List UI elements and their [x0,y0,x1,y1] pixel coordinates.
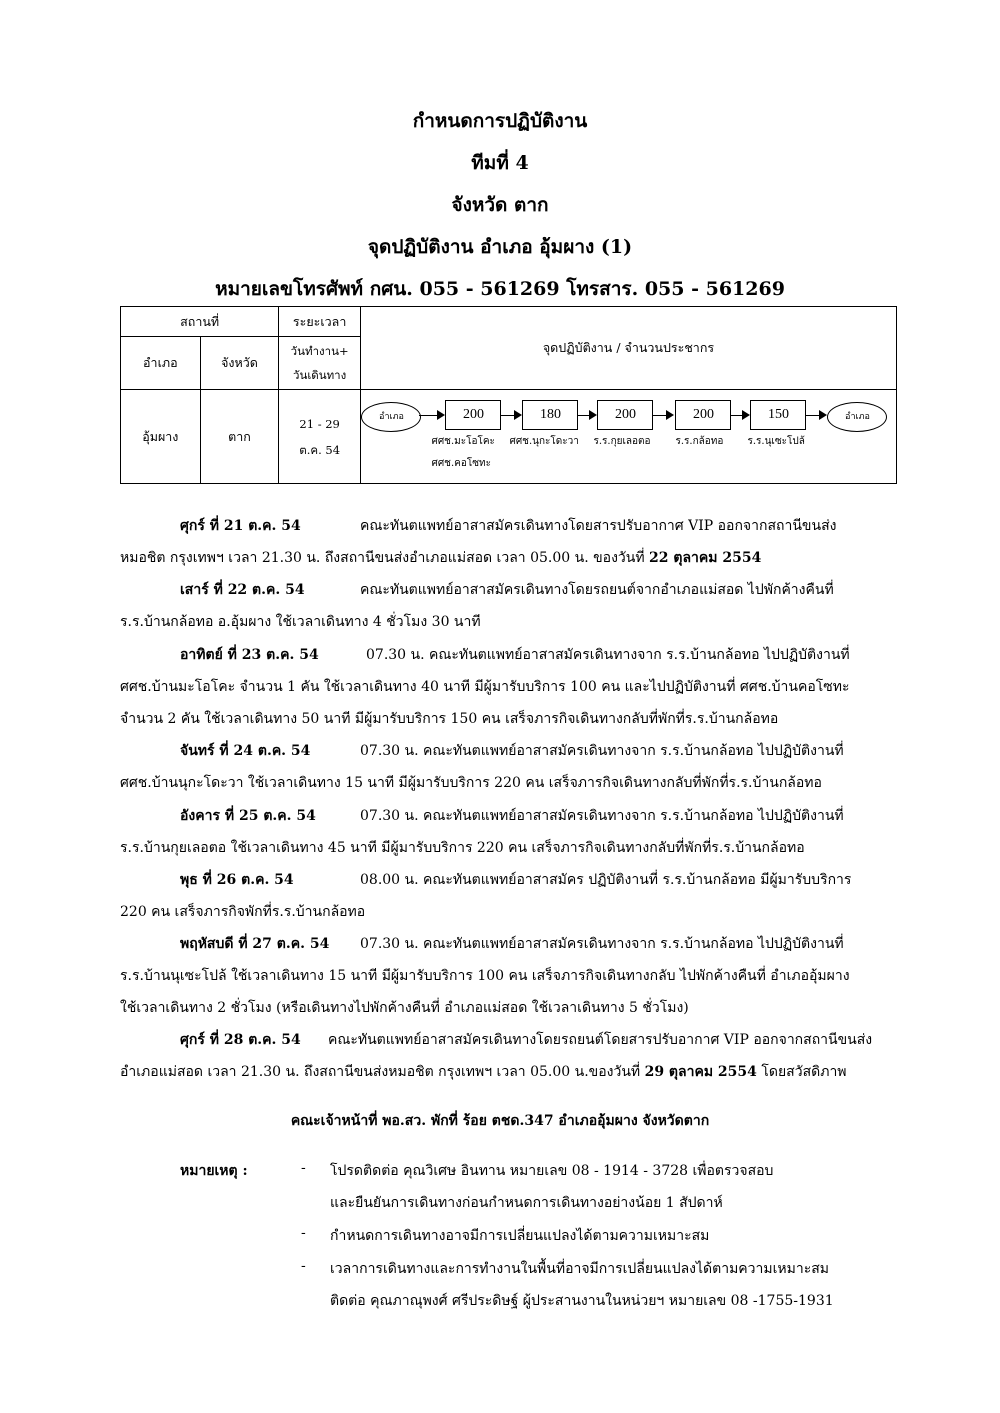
flow-start-oval: อำเภอ [361,402,421,432]
day5-line2: ร.ร.บ้านกุยเลอตอ ใช้เวลาเดินทาง 45 นาที มีผู้มารับบริการ 220 คน เสร็จภารกิจเดินทางกลับที่พักที่ร.ร.บ้านกล้อทอ [120,840,805,856]
phone-title: หมายเลขโทรศัพท์ กศน. 055 - 561269 โทรสาร. 055 - 561269 [215,278,785,300]
day1-label: ศุกร์ ที่ 21 ต.ค. 54 [180,518,301,534]
flow-arrow [652,415,672,416]
day3-line2: ศศช.บ้านมะโอโคะ จำนวน 1 คัน ใช้เวลาเดินทาง 40 นาที มีผู้มารับบริการ 100 คน และไปปฏิบัติงานที่ ศศช.บ้านคอโซทะ [120,679,850,695]
day5-label: อังคาร ที่ 25 ต.ค. 54 [180,808,316,824]
flow-label-1: ศศช.มะโอโคะ [431,436,495,447]
col-points-header: จุดปฏิบัติงาน / จำนวนประชากร [360,307,896,390]
day7-line3: ใช้เวลาเดินทาง 2 ชั่วโมง (หรือเดินทางไปพักค้างคืนที่ อำเภอแม่สอด ใช้เวลาเดินทาง 5 ชั่วโมง) [120,1000,689,1016]
day3-line1: 07.30 น. คณะทันตแพทย์อาสาสมัครเดินทางจาก ร.ร.บ้านกล้อทอ ไปปฏิบัติงานที่ [366,647,850,663]
flow-box-4: 200 [675,400,731,430]
row-period [279,390,361,484]
team-title: ทีมที่ 4 [471,152,529,174]
sub-district-header: อำเภอ [121,337,201,390]
note-3-line1: เวลาการเดินทางและการทำงานในพื้นที่อาจมีการเปลี่ยนแปลงได้ตามความเหมาะสม [330,1261,830,1277]
flow-diagram [361,394,895,479]
sub-days-header [279,337,361,390]
day8-line2 [120,1061,847,1083]
day7-line1: 07.30 น. คณะทันตแพทย์อาสาสมัครเดินทางจาก ร.ร.บ้านกล้อทอ ไปปฏิบัติงานที่ [360,936,844,952]
note-3-line2: ติดต่อ คุณภาณุพงศ์ ศรีประดิษฐ์ ผู้ประสานงานในหน่วยฯ หมายเลข 08 -1755-1931 [330,1293,834,1309]
col-place-header: สถานที่ [121,307,279,337]
note-dash-3: - [301,1258,306,1274]
notes-label: หมายเหตุ : [180,1163,248,1179]
day6-line2: 220 คน เสร็จภารกิจพักที่ร.ร.บ้านกล้อทอ [120,904,366,920]
row-district: อุ้มผาง [121,390,201,484]
flow-box-5: 150 [750,400,806,430]
day8-line2-text: อำเภอแม่สอด เวลา 21.30 น. ถึงสถานีขนส่งหมอชิต กรุงเทพฯ เวลา 05.00 น.ของวันที่ [120,1064,645,1080]
row-province: ตาก [200,390,279,484]
flow-arrow [730,415,748,416]
day6-label: พุธ ที่ 26 ต.ค. 54 [180,872,294,888]
flow-cell [360,390,896,484]
flow-label-3: ร.ร.กุยเลอตอ [593,436,651,447]
flow-arrow [805,415,825,416]
site-title: จุดปฏิบัติงาน อำเภอ อุ้มผาง (1) [367,236,633,258]
flow-label-extra: ศศช.คอโซทะ [431,458,491,469]
note-1-line2: และยืนยันการเดินทางก่อนกำหนดการเดินทางอย่างน้อย 1 สัปดาห์ [330,1195,723,1211]
day7-label: พฤหัสบดี ที่ 27 ต.ค. 54 [180,936,330,952]
day2-line1: คณะทันตแพทย์อาสาสมัครเดินทางโดยรถยนต์จากอำเภอแม่สอด ไปพักค้างคืนที่ [360,582,834,598]
flow-label-2: ศศช.นุกะโดะวา [509,436,579,447]
flow-label-5: ร.ร.นุเซะโปล้ [747,436,805,447]
flow-end-oval: อำเภอ [827,402,887,432]
day2-label: เสาร์ ที่ 22 ต.ค. 54 [180,582,305,598]
day7-line2: ร.ร.บ้านนุเซะโปล้ ใช้เวลาเดินทาง 15 นาที มีผู้มารับบริการ 100 คน เสร็จภารกิจเดินทางกลับ ไปพักค้างคืนที่ อำเภออุ้มผาง [120,968,850,984]
flow-arrow [577,415,595,416]
province-title: จังหวัด ตาก [451,194,549,216]
row-period-line-1: 21 - 29 [299,416,340,431]
day4-line2: ศศช.บ้านนุกะโดะวา ใช้เวลาเดินทาง 15 นาที มีผู้มารับบริการ 220 คน เสร็จภารกิจเดินทางกลับที่พักที่ร.ร.บ้านกล้อทอ [120,775,822,791]
flow-arrow [419,415,443,416]
sub-days-line-1: วันทำงาน+ [290,344,349,358]
note-1-line1: โปรดติดต่อ คุณวิเศษ อินทาน หมายเลข 08 - 1914 - 3728 เพื่อตรวจสอบ [330,1163,774,1179]
note-dash-1: - [301,1160,306,1176]
day1-line2-text: หมอชิต กรุงเทพฯ เวลา 21.30 น. ถึงสถานีขนส่งอำเภอแม่สอด เวลา 05.00 น. ของวันที่ [120,550,650,566]
flow-box-1: 200 [445,400,501,430]
day3-line3: จำนวน 2 คัน ใช้เวลาเดินทาง 50 นาที มีผู้มารับบริการ 150 คน เสร็จภารกิจเดินทางกลับที่พักที่ร.ร.บ้านกล้อทอ [120,711,779,727]
day4-label: จันทร์ ที่ 24 ต.ค. 54 [180,743,311,759]
flow-label-4: ร.ร.กล้อทอ [675,436,724,447]
note-dash-2: - [301,1225,306,1241]
day1-line2-date: 22 ตุลาคม 2554 [649,550,762,566]
day8-label: ศุกร์ ที่ 28 ต.ค. 54 [180,1032,301,1048]
day1-line2 [120,547,761,569]
day5-line1: 07.30 น. คณะทันตแพทย์อาสาสมัครเดินทางจาก ร.ร.บ้านกล้อทอ ไปปฏิบัติงานที่ [360,808,844,824]
day8-line2-date: 29 ตุลาคม 2554 [644,1064,757,1080]
note-2: กำหนดการเดินทางอาจมีการเปลี่ยนแปลงได้ตามความเหมาะสม [330,1228,710,1244]
doc-title: กำหนดการปฏิบัติงาน [412,110,588,132]
flow-box-2: 180 [522,400,578,430]
day1-line1: คณะทันตแพทย์อาสาสมัครเดินทางโดยสารปรับอากาศ VIP ออกจากสถานีขนส่ง [360,518,837,534]
col-period-header: ระยะเวลา [279,307,361,337]
flow-box-3: 200 [597,400,653,430]
sub-days-line-2: วันเดินทาง [293,368,347,382]
day3-label: อาทิตย์ ที่ 23 ต.ค. 54 [180,647,319,663]
sub-province-header: จังหวัด [200,337,279,390]
row-period-line-2: ต.ค. 54 [299,442,341,457]
day4-line1: 07.30 น. คณะทันตแพทย์อาสาสมัครเดินทางจาก ร.ร.บ้านกล้อทอ ไปปฏิบัติงานที่ [360,743,844,759]
day8-line2-tail: โดยสวัสดิภาพ [756,1064,847,1080]
schedule-table [120,306,897,484]
day8-line1: คณะทันตแพทย์อาสาสมัครเดินทางโดยรถยนต์โดยสารปรับอากาศ VIP ออกจากสถานีขนส่ง [328,1032,873,1048]
day2-line2: ร.ร.บ้านกล้อทอ อ.อุ้มผาง ใช้เวลาเดินทาง 4 ชั่วโมง 30 นาที [120,614,481,630]
flow-arrow [500,415,520,416]
team-lodging-line: คณะเจ้าหน้าที่ พอ.สว. พักที่ ร้อย ตชด.347 อำเภออุ้มผาง จังหวัดตาก [290,1113,710,1129]
day6-line1: 08.00 น. คณะทันตแพทย์อาสาสมัคร ปฏิบัติงานที่ ร.ร.บ้านกล้อทอ มีผู้มารับบริการ [360,872,852,888]
